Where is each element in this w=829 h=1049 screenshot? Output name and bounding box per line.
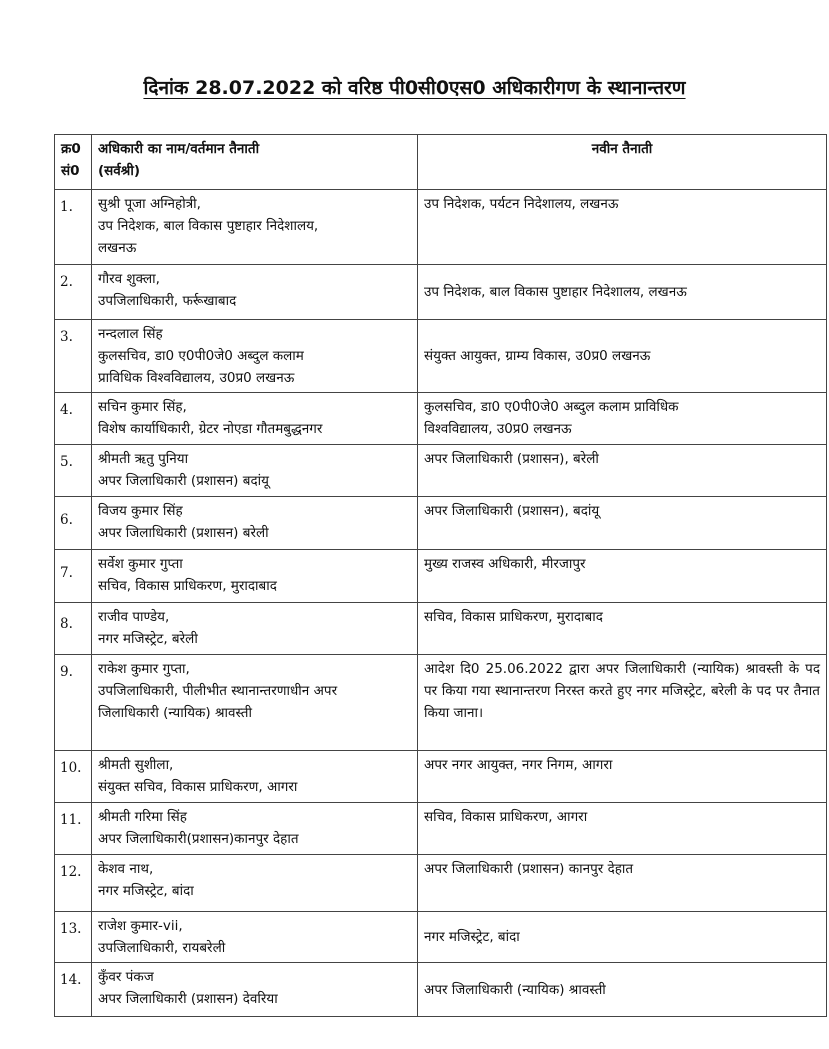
new-posting: आदेश दि0 25.06.2022 द्वारा अपर जिलाधिकारी (न्यायिक) श्रावस्ती के पद पर किया गया स्थानान्तरण निरस्त करते हुए नगर मजिस्ट्रेट, बरेली के पद पर तैनात किया जाना। (424, 661, 820, 721)
officer-cell (92, 265, 418, 320)
new-posting-cell (418, 751, 827, 803)
new-posting-cell (418, 393, 827, 445)
row-number: 1. (55, 190, 92, 265)
current-posting-cont: लखनऊ (98, 240, 137, 256)
current-posting: अपर जिलाधिकारी (प्रशासन) बदांयू (98, 473, 269, 489)
table-row (55, 265, 827, 320)
current-posting: उपजिलाधिकारी, फर्रूखाबाद (98, 293, 237, 309)
table-row (55, 603, 827, 655)
table-row (55, 320, 827, 393)
officer-name: विजय कुमार सिंह (98, 503, 183, 519)
officer-cell (92, 445, 418, 497)
new-posting: संयुक्त आयुक्त, ग्राम्य विकास, उ0प्र0 लखनऊ (424, 348, 651, 364)
current-posting: अपर जिलाधिकारी(प्रशासन)कानपुर देहात (98, 831, 299, 847)
officer-name: सचिन कुमार सिंह, (98, 399, 187, 415)
officer-name: राजीव पाण्डेय, (98, 609, 170, 625)
row-number: 7. (55, 550, 92, 603)
officer-name: राकेश कुमार गुप्ता, (98, 661, 190, 677)
row-number: 9. (55, 655, 92, 751)
table-row (55, 912, 827, 963)
row-number: 14. (55, 963, 92, 1017)
table-row (55, 190, 827, 265)
new-posting-cell (418, 445, 827, 497)
header-officer: अधिकारी का नाम/वर्तमान तैनाती (सर्वश्री) (92, 135, 418, 190)
officer-cell (92, 550, 418, 603)
officer-cell (92, 912, 418, 963)
table-row (55, 855, 827, 912)
row-number: 5. (55, 445, 92, 497)
officer-name: सुश्री पूजा अग्निहोत्री, (98, 196, 201, 212)
current-posting: नगर मजिस्ट्रेट, बरेली (98, 631, 198, 647)
table-row (55, 393, 827, 445)
row-number: 4. (55, 393, 92, 445)
new-posting: सचिव, विकास प्राधिकरण, मुरादाबाद (424, 609, 603, 625)
table-row (55, 963, 827, 1017)
new-posting-cell (418, 803, 827, 855)
current-posting-cont: जिलाधिकारी (न्यायिक) श्रावस्ती (98, 705, 252, 721)
officer-cell (92, 855, 418, 912)
officer-name: श्रीमती ऋतु पुनिया (98, 451, 189, 467)
current-posting: विशेष कार्याधिकारी, ग्रेटर नोएडा गौतमबुद्धनगर (98, 421, 323, 437)
current-posting: कुलसचिव, डा0 ए0पी0जे0 अब्दुल कलाम (98, 348, 304, 364)
new-posting-cell (418, 265, 827, 320)
table-row (55, 445, 827, 497)
table-row (55, 803, 827, 855)
row-number: 2. (55, 265, 92, 320)
new-posting-cell (418, 190, 827, 265)
new-posting: उप निदेशक, पर्यटन निदेशालय, लखनऊ (424, 196, 619, 212)
new-posting: अपर जिलाधिकारी (न्यायिक) श्रावस्ती (424, 981, 606, 998)
current-posting: संयुक्त सचिव, विकास प्राधिकरण, आगरा (98, 779, 298, 795)
current-posting: नगर मजिस्ट्रेट, बांदा (98, 883, 194, 899)
officer-cell (92, 320, 418, 393)
new-posting-cell (418, 497, 827, 550)
current-posting: उपजिलाधिकारी, रायबरेली (98, 940, 226, 956)
officer-cell (92, 393, 418, 445)
officer-cell (92, 497, 418, 550)
current-posting: अपर जिलाधिकारी (प्रशासन) बरेली (98, 525, 269, 541)
officer-name: गौरव शुक्ला, (98, 271, 160, 287)
officer-name: नन्दलाल सिंह (98, 326, 163, 342)
new-posting-cell (418, 912, 827, 963)
officer-cell (92, 751, 418, 803)
new-posting-cell (418, 963, 827, 1017)
officer-cell (92, 803, 418, 855)
new-posting: सचिव, विकास प्राधिकरण, आगरा (424, 809, 588, 825)
officer-name: श्रीमती गरिमा सिंह (98, 809, 187, 825)
row-number: 3. (55, 320, 92, 393)
officer-name: कुँवर पंकज (98, 969, 154, 985)
transfer-table (54, 134, 827, 1017)
new-posting: मुख्य राजस्व अधिकारी, मीरजापुर (424, 556, 586, 572)
table-row (55, 497, 827, 550)
new-posting: अपर जिलाधिकारी (प्रशासन), बरेली (424, 451, 599, 467)
officer-cell (92, 655, 418, 751)
new-posting-cell (418, 855, 827, 912)
table-row (55, 751, 827, 803)
page-title: दिनांक 28.07.2022 को वरिष्ठ पी0सी0एस0 अधिकारीगण के स्थानान्तरण (143, 77, 686, 99)
officer-cell (92, 190, 418, 265)
officer-name: केशव नाथ, (98, 861, 154, 877)
row-number: 8. (55, 603, 92, 655)
officer-name: श्रीमती सुशीला, (98, 757, 174, 773)
new-posting: कुलसचिव, डा0 ए0पी0जे0 अब्दुल कलाम प्राविधिक (424, 399, 679, 415)
header-new-posting: नवीन तैनाती (418, 135, 827, 190)
new-posting-cell (418, 550, 827, 603)
current-posting-cont: प्राविधिक विश्वविद्यालय, उ0प्र0 लखनऊ (98, 370, 295, 386)
row-number: 10. (55, 751, 92, 803)
row-number: 12. (55, 855, 92, 912)
table-row (55, 655, 827, 751)
current-posting: उपजिलाधिकारी, पीलीभीत स्थानान्तरणाधीन अपर (98, 683, 338, 699)
header-serial: क्र0 सं0 (55, 135, 92, 190)
new-posting-cell (418, 655, 827, 751)
new-posting: अपर जिलाधिकारी (प्रशासन), बदांयू (424, 503, 600, 519)
new-posting-cell (418, 320, 827, 393)
new-posting: उप निदेशक, बाल विकास पुष्टाहार निदेशालय, लखनऊ (424, 284, 687, 300)
new-posting-cont: विश्वविद्यालय, उ0प्र0 लखनऊ (424, 421, 572, 437)
current-posting: सचिव, विकास प्राधिकरण, मुरादाबाद (98, 578, 277, 594)
new-posting: अपर नगर आयुक्त, नगर निगम, आगरा (424, 757, 613, 773)
officer-name: राजेश कुमार-vii, (98, 918, 183, 934)
officer-cell (92, 603, 418, 655)
officer-name: सर्वेश कुमार गुप्ता (98, 556, 183, 572)
row-number: 13. (55, 912, 92, 963)
table-header-row (55, 135, 827, 190)
row-number: 6. (55, 497, 92, 550)
row-number: 11. (55, 803, 92, 855)
table-row (55, 550, 827, 603)
officer-cell (92, 963, 418, 1017)
new-posting: नगर मजिस्ट्रेट, बांदा (424, 929, 520, 945)
new-posting-cell (418, 603, 827, 655)
current-posting: उप निदेशक, बाल विकास पुष्टाहार निदेशालय, (98, 218, 319, 234)
new-posting: अपर जिलाधिकारी (प्रशासन) कानपुर देहात (424, 861, 634, 877)
current-posting: अपर जिलाधिकारी (प्रशासन) देवरिया (98, 991, 278, 1007)
